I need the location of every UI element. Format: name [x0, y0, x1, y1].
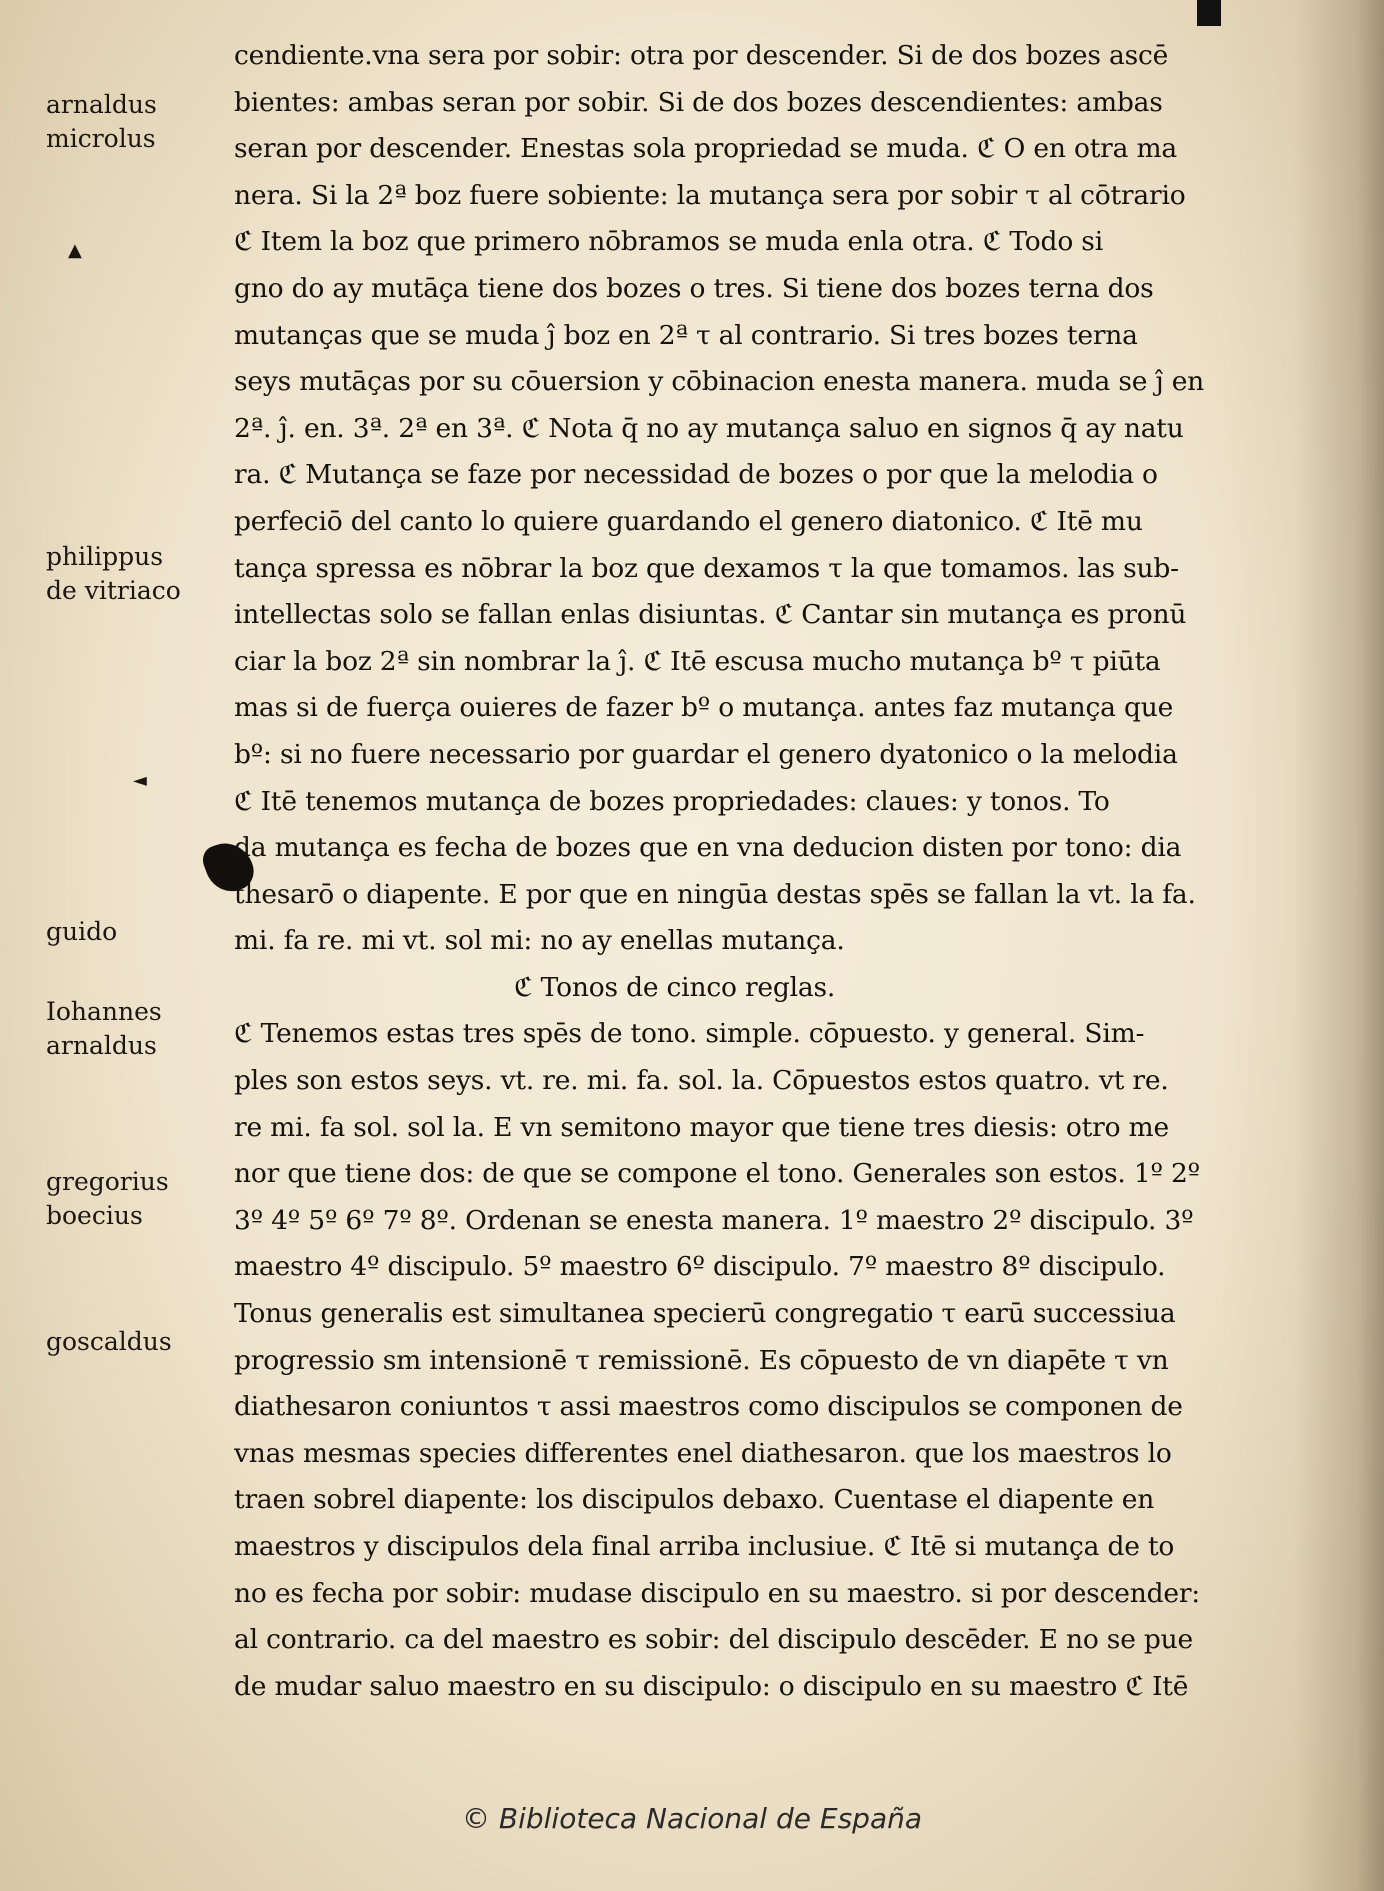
text-line: maestro 4º discipulo. 5º maestro 6º discipulo. 7º maestro 8º discipulo.: [234, 1251, 1166, 1283]
text-line: mas si de fuerça ouieres de fazer bº o mutança. antes faz mutança que: [234, 692, 1174, 724]
text-line: cendiente.vna sera por sobir: otra por descender. Si de dos bozes ascē: [234, 40, 1169, 71]
text-line: da mutança es fecha de bozes que en vna deducion disten por tono: dia: [234, 832, 1182, 864]
text-line: intellectas solo se fallan enlas disiuntas. ℭ Cantar sin mutança es pronū: [234, 599, 1187, 631]
text-line: perfeciō del canto lo quiere guardando el genero diatonico. ℭ Itē mu: [234, 505, 1143, 537]
section-heading: ℭ Tonos de cinco reglas.: [514, 971, 836, 1003]
text-line: mutanças que se muda ĵ boz en 2ª τ al contrario. Si tres bozes terna: [234, 319, 1138, 351]
text-line: progressio sm intensionē τ remissionē. Es cōpuesto de vn diapēte τ vn: [234, 1344, 1169, 1376]
text-line: ℭ Tenemos estas tres spēs de tono. simple. cōpuesto. y general. Sim-: [234, 1018, 1145, 1050]
margin-note-guido: [46, 915, 221, 949]
margin-note-line: microlus: [46, 124, 156, 153]
text-line: seys mutāças por su cōuersion y cōbinacion enesta manera. muda se ĵ en: [234, 366, 1205, 398]
text-line: bientes: ambas seran por sobir. Si de dos bozes descendientes: ambas: [234, 86, 1163, 118]
text-line: ples son estos seys. vt. re. mi. fa. sol. la. Cōpuestos estos quatro. vt re.: [234, 1065, 1169, 1097]
text-line: tança spressa es nōbrar la boz que dexamos τ la que tomamos. las sub-: [234, 552, 1179, 584]
text-line: ciar la boz 2ª sin nombrar la ĵ. ℭ Itē escusa mucho mutança bº τ piūta: [234, 645, 1161, 677]
margin-note-philippus-de-vitriaco: [46, 540, 221, 608]
margin-note-iohannes-arnaldus: [46, 995, 221, 1063]
margin-note-line: arnaldus: [46, 90, 157, 119]
text-line: gno do ay mutāça tiene dos bozes o tres. Si tiene dos bozes terna dos: [234, 272, 1154, 304]
margin-note-line: guido: [46, 917, 118, 946]
body-text: [234, 33, 1239, 1710]
text-line: ra. ℭ Mutança se faze por necessidad de bozes o por que la melodia o: [234, 459, 1158, 491]
margin-note-goscaldus: [46, 1325, 221, 1359]
text-line: maestros y discipulos dela final arriba inclusiue. ℭ Itē si mutança de to: [234, 1531, 1175, 1562]
margin-note-arnaldus-microlus: [46, 88, 221, 156]
margin-note-line: Iohannes: [46, 997, 162, 1026]
margin-note-gregorius-boecius: [46, 1165, 221, 1233]
text-line: ℭ Item la boz que primero nōbramos se muda enla otra. ℭ Todo si: [234, 226, 1103, 258]
ink-mark-top: [1197, 0, 1221, 26]
margin-note-line: boecius: [46, 1201, 143, 1230]
text-line: traen sobrel diapente: los discipulos debaxo. Cuentase el diapente en: [234, 1484, 1155, 1516]
copyright-notice: © Biblioteca Nacional de España: [461, 1802, 923, 1835]
text-line: Tonus generalis est simultanea specierū congregatio τ earū successiua: [234, 1298, 1176, 1330]
margin-note-line: de vitriaco: [46, 576, 181, 605]
text-line: mi. fa re. mi vt. sol mi: no ay enellas mutança.: [234, 925, 845, 957]
text-line: nera. Si la 2ª boz fuere sobiente: la mutança sera por sobir τ al cōtrario: [234, 179, 1186, 211]
text-line: thesarō o diapente. E por que en ningūa destas spēs se fallan la vt. la fa.: [234, 878, 1196, 910]
text-line: de mudar saluo maestro en su discipulo: o discipulo en su maestro ℭ Itē: [234, 1670, 1189, 1702]
text-line: 2ª. ĵ. en. 3ª. 2ª en 3ª. ℭ Nota q̄ no ay mutança saluo en signos q̄ ay natu: [234, 412, 1184, 444]
text-line: vnas mesmas species differentes enel diathesaron. que los maestros lo: [234, 1437, 1172, 1469]
margin-note-line: arnaldus: [46, 1031, 157, 1060]
margin-caret-mark: ▲: [68, 240, 82, 261]
margin-note-line: philippus: [46, 542, 164, 571]
margin-note-line: goscaldus: [46, 1327, 172, 1356]
text-line: no es fecha por sobir: mudase discipulo en su maestro. si por descender:: [234, 1577, 1201, 1609]
text-line: 3º 4º 5º 6º 7º 8º. Ordenan se enesta manera. 1º maestro 2º discipulo. 3º: [234, 1204, 1194, 1236]
text-line: diathesaron coniuntos τ assi maestros como discipulos se componen de: [234, 1391, 1183, 1423]
text-line: nor que tiene dos: de que se compone el tono. Generales son estos. 1º 2º: [234, 1158, 1200, 1190]
page-edge-shadow: [1294, 0, 1384, 1891]
text-line: al contrario. ca del maestro es sobir: del discipulo descēder. E no se pue: [234, 1624, 1194, 1656]
margin-note-line: gregorius: [46, 1167, 169, 1196]
text-line: ℭ Itē tenemos mutança de bozes propriedades: claues: y tonos. To: [234, 785, 1110, 817]
text-line: re mi. fa sol. sol la. E vn semitono mayor que tiene tres diesis: otro me: [234, 1111, 1169, 1143]
text-line: bº: si no fuere necessario por guardar el genero dyatonico o la melodia: [234, 738, 1178, 770]
margin-caret-mark: ◄: [133, 770, 147, 791]
text-line: seran por descender. Enestas sola propriedad se muda. ℭ O en otra ma: [234, 133, 1177, 165]
